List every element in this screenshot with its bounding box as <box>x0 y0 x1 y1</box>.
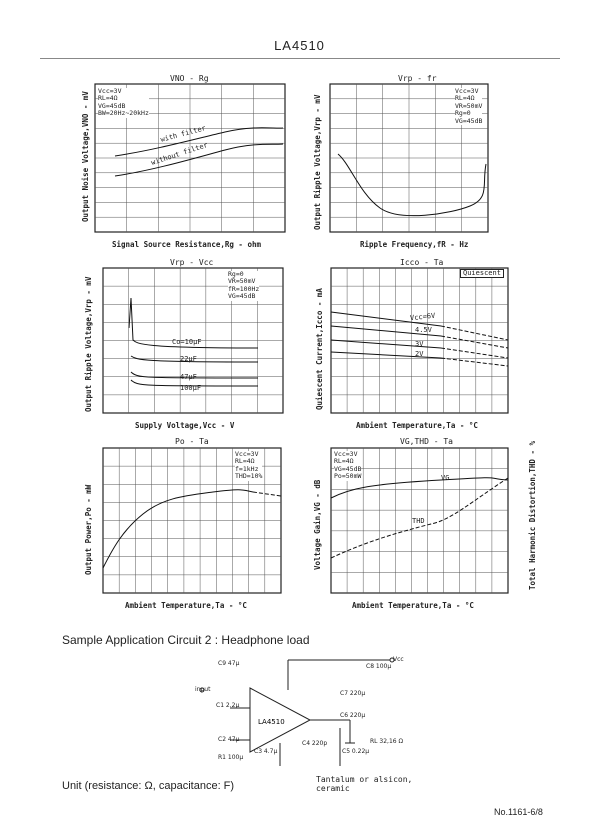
page-number: No.1161-6/8 <box>494 807 543 817</box>
circuit-ic-label: LA4510 <box>258 718 285 726</box>
curve-label-47uf: 47μF <box>180 373 197 381</box>
curve-label-with-filter: with filter <box>159 124 207 144</box>
circuit-title: Sample Application Circuit 2 : Headphone load <box>62 633 310 647</box>
chart-icco-xlabel: Ambient Temperature,Ta - °C <box>356 421 478 430</box>
curve-label-10uf: Co=10μF <box>172 338 202 346</box>
curve-label-2v: 2V <box>415 350 424 358</box>
curve-label-6v: Vcc=6V <box>409 311 436 323</box>
chart-title-vrp-fr: Vrp - fr <box>398 74 437 83</box>
chart-icco-box: Quiescent <box>460 269 504 278</box>
chart-title-vrp-vcc: Vrp - Vcc <box>170 258 214 267</box>
chart-po-xlabel: Ambient Temperature,Ta - °C <box>125 601 247 610</box>
chart-vrp-vcc-xlabel: Supply Voltage,Vcc - V <box>135 421 235 430</box>
circuit-c2: C2 47μ <box>218 736 240 743</box>
chart-title-icco: Icco - Ta <box>400 258 444 267</box>
chart-vrp-vcc-ylabel: Output Ripple Voltage,Vrp - mV <box>84 276 93 412</box>
curve-label-without-filter: without filter <box>150 141 209 167</box>
curve-label-3v: 3V <box>415 340 424 348</box>
circuit-rl: RL 32,16 Ω <box>370 738 404 745</box>
circuit-input-label: input <box>195 686 211 693</box>
chart-title-po: Po - Ta <box>175 437 209 446</box>
chart-vg-thd-xlabel: Ambient Temperature,Ta - °C <box>352 601 474 610</box>
chart-icco-ylabel: Quiescent Current,Icco - mA <box>315 288 324 410</box>
circuit-c4: C4 220p <box>302 740 328 747</box>
chart-title-vno: VNO - Rg <box>170 74 209 83</box>
header-rule <box>40 58 560 59</box>
circuit-c8: C8 100μ <box>366 663 392 670</box>
circuit-c6: C6 220μ <box>340 712 366 719</box>
circuit-c3: C3 4.7μ <box>254 748 278 755</box>
circuit-vcc: Vcc <box>393 656 404 663</box>
chart-vrp-vcc-conditions: Rg=0 VR=50mV fR=100Hz VG=45dB <box>228 270 260 301</box>
part-number-header: LA4510 <box>274 38 325 53</box>
curve-label-vg: VG <box>441 474 450 482</box>
chart-vg-thd-ylabel: Voltage Gain,VG - dB <box>313 479 322 570</box>
chart-po-conditions: Vcc=3V RL=4Ω f=1kHz THD=10% <box>235 450 263 481</box>
curve-label-22uf: 22μF <box>180 355 197 363</box>
circuit-c5: C5 0.22μ <box>342 748 370 755</box>
chart-po-ylabel: Output Power,Po - mW <box>84 484 93 575</box>
circuit-c9: C9 47μ <box>218 660 240 667</box>
chart-title-vg-thd: VG,THD - Ta <box>400 437 453 446</box>
chart-vrp-fr-xlabel: Ripple Frequency,fR - Hz <box>360 240 469 249</box>
circuit-c1: C1 2.2μ <box>216 702 240 709</box>
chart-vno-conditions: Vcc=3V RL=4Ω VG=45dB BW=20Hz~20kHz <box>98 87 149 118</box>
chart-vrp-fr-ylabel: Output Ripple Voltage,Vrp - mV <box>313 94 322 230</box>
unit-note: Unit (resistance: Ω, capacitance: F) <box>62 780 235 792</box>
chart-vrp-fr-conditions: Vcc=3V RL=4Ω VR=50mV Rg=0 VG=45dB <box>455 87 483 125</box>
chart-vg-thd-ylabel2: Total Harmonic Distortion,THD - % <box>528 440 537 590</box>
chart-vno-xlabel: Signal Source Resistance,Rg - ohm <box>112 240 262 249</box>
capacitor-note: Tantalum or alsicon, ceramic <box>316 775 413 793</box>
circuit-c7: C7 220μ <box>340 690 366 697</box>
chart-vg-thd-conditions: Vcc=3V RL=4Ω VG=45dB Po=50mW <box>334 450 362 481</box>
circuit-r1: R1 100μ <box>218 754 244 761</box>
curve-label-thd: THD <box>412 517 425 525</box>
curve-label-4-5v: 4.5V <box>415 326 432 334</box>
curve-label-100uf: 100μF <box>180 384 202 392</box>
chart-vno-ylabel: Output Noise Voltage,VNO - mV <box>81 91 90 222</box>
